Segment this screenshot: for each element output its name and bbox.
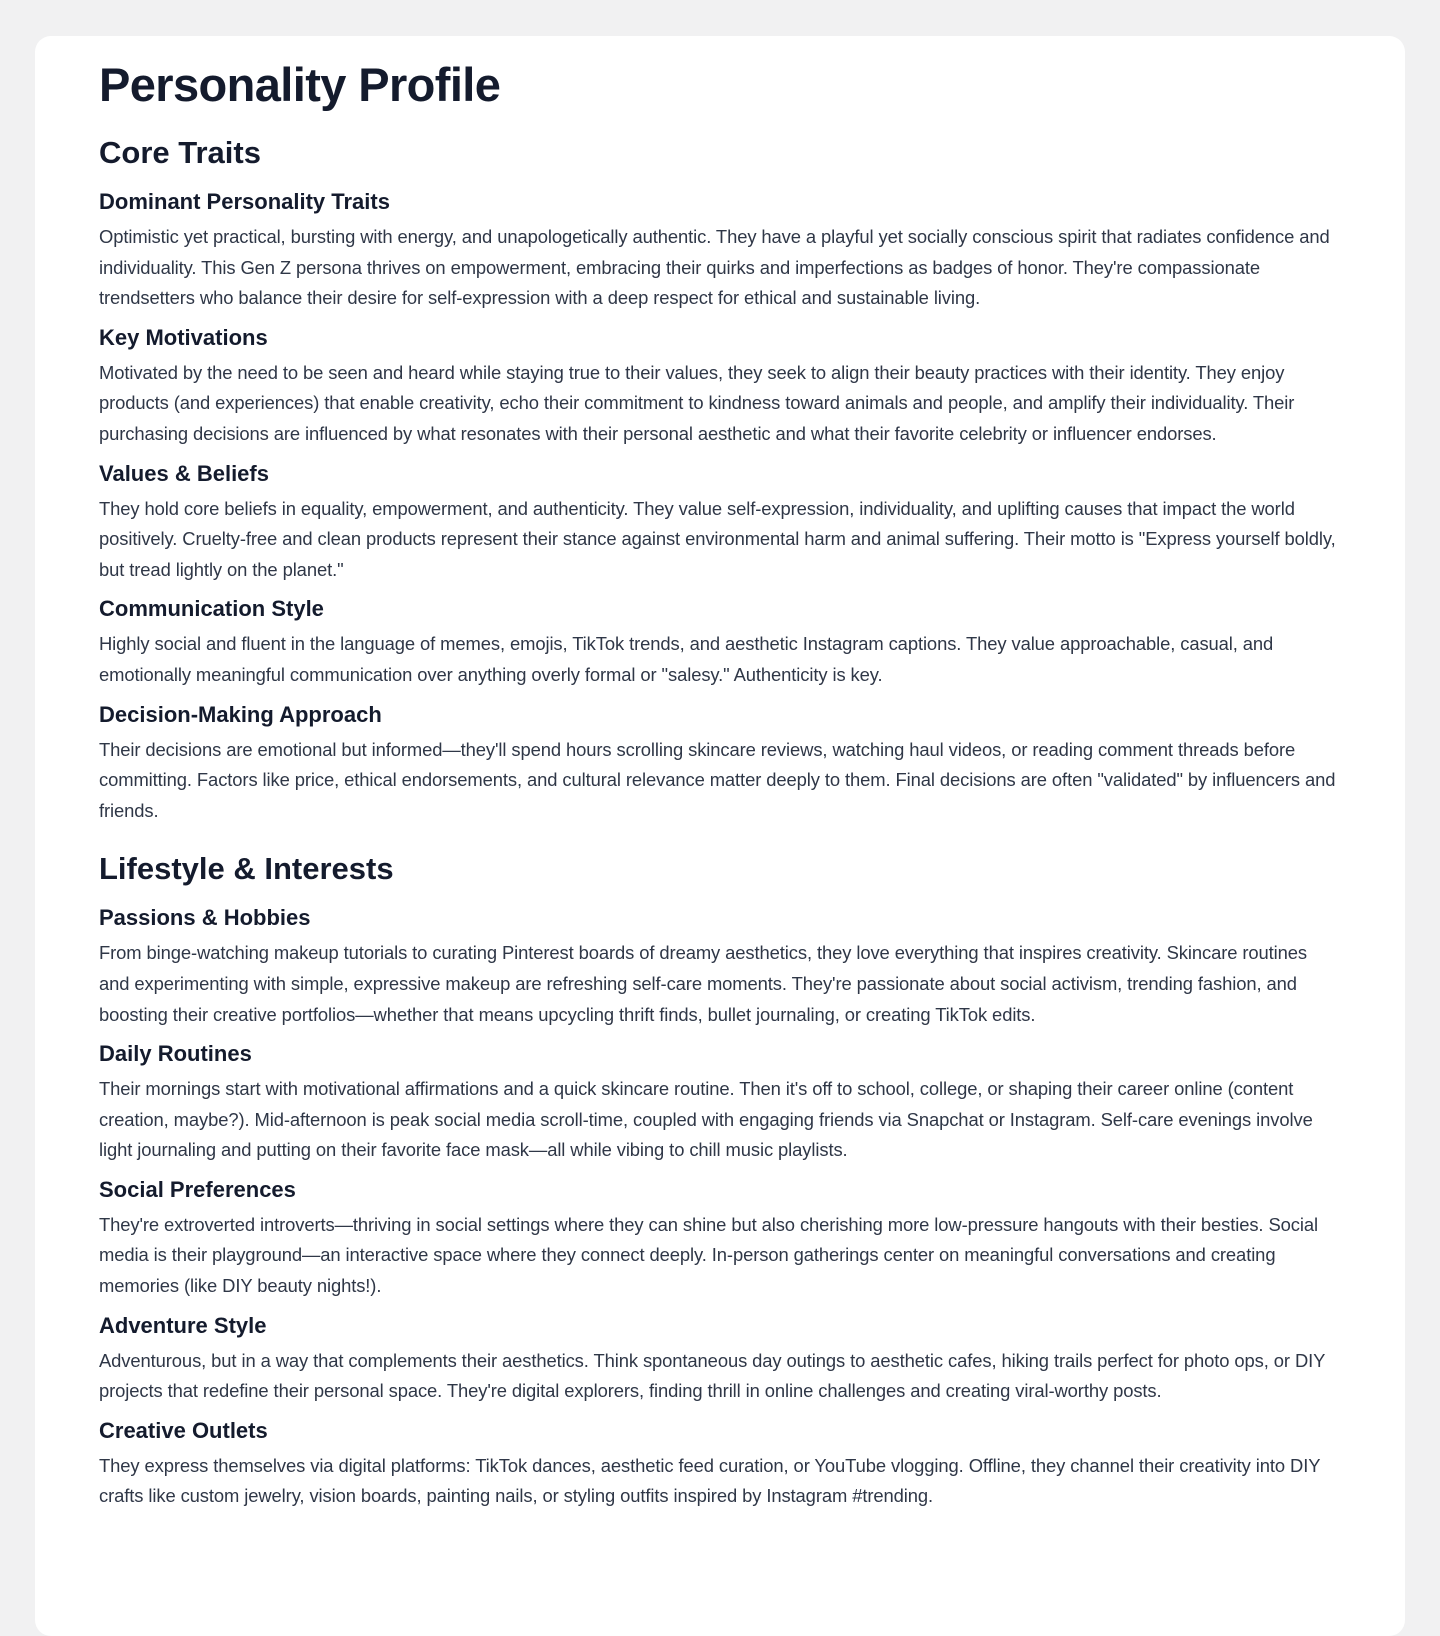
subsection-body: Their mornings start with motivational affirmations and a quick skincare routine. Then it's off to school, college, or shaping their career online (content creation, maybe?). Mid-afternoon is peak social media scroll-time, coupled with engaging friends via Snapchat or Instagram. Self-care evenings involve light journaling and putting on their favorite face mask—all while vibing to chill music playlists. bbox=[99, 1078, 1313, 1161]
subsection-key-motivations bbox=[99, 324, 1341, 450]
subsection-heading: Daily Routines bbox=[99, 1041, 252, 1067]
page-title: Personality Profile bbox=[99, 58, 501, 111]
subsection-body: From binge-watching makeup tutorials to curating Pinterest boards of dreamy aesthetics, they love everything that inspires creativity. Skincare routines and experimenting with simple, expressive makeup are refreshing self-care moments. They're passionate about social activism, trending fashion, and boosting their creative portfolios—whether that means upcycling thrift finds, bullet journaling, or creating TikTok edits. bbox=[99, 942, 1308, 1025]
section-heading: Core Traits bbox=[99, 135, 261, 170]
subsection-heading: Values & Beliefs bbox=[99, 460, 269, 486]
subsection-heading: Decision-Making Approach bbox=[99, 701, 382, 727]
subsection-heading: Communication Style bbox=[99, 596, 324, 622]
subsection-body: Adventurous, but in a way that complements their aesthetics. Think spontaneous day outings to aesthetic cafes, hiking trails perfect for photo ops, or DIY projects that redefine their personal space. They're digital explorers, finding thrill in online challenges and creating viral-worthy posts. bbox=[99, 1349, 1325, 1402]
subsection-social-preferences bbox=[99, 1176, 1341, 1302]
subsection-heading: Adventure Style bbox=[99, 1312, 267, 1338]
subsection-decision-making bbox=[99, 701, 1341, 827]
subsection-body: Their decisions are emotional but informed—they'll spend hours scrolling skincare reviews, watching haul videos, or reading comment threads before committing. Factors like price, ethical endorsements, and cultural relevance matter deeply to them. Final decisions are often "validated" by influencers and friends. bbox=[99, 738, 1336, 821]
subsection-adventure-style bbox=[99, 1312, 1341, 1407]
subsection-heading: Dominant Personality Traits bbox=[99, 189, 390, 214]
subsection-dominant-traits bbox=[99, 188, 1341, 314]
subsection-body: Motivated by the need to be seen and heard while staying true to their values, they seek to align their beauty practices with their identity. They enjoy products (and experiences) that enable creativity, echo their commitment to kindness toward animals and people, and amplify their individuality. Their purchasing decisions are influenced by what resonates with their personal aesthetic and what their favorite celebrity or influencer endorses. bbox=[99, 361, 1295, 444]
subsection-body: They're extroverted introverts—thriving in social settings where they can shine but also cherishing more low-pressure hangouts with their besties. Social media is their playground—an interactive space where they connect deeply. In-person gatherings center on meaningful conversations and creating memories (like DIY beauty nights!). bbox=[99, 1213, 1318, 1297]
subsection-communication-style bbox=[99, 595, 1341, 690]
subsection-body: Optimistic yet practical, bursting with energy, and unapologetically authentic. They have a playful yet socially conscious spirit that radiates confidence and individuality. This Gen Z persona thrives on empowerment, embracing their quirks and imperfections as badges of honor. They're compassionate trendsetters who balance their desire for self-expression with a deep respect for ethical and sustainable living. bbox=[99, 226, 1330, 309]
section-lifestyle-interests bbox=[99, 850, 1341, 1512]
profile-card bbox=[35, 36, 1405, 1636]
section-core-traits bbox=[99, 134, 1341, 826]
subsection-body: Highly social and fluent in the language of memes, emojis, TikTok trends, and aesthetic Instagram captions. They value approachable, casual, and emotionally meaningful communication over anything overly formal or "salesy." Authenticity is key. bbox=[99, 633, 1274, 685]
subsection-body: They express themselves via digital platforms: TikTok dances, aesthetic feed curation, or YouTube vlogging. Offline, they channel their creativity into DIY crafts like custom jewelry, vision boards, painting nails, or styling outfits inspired by Instagram #trending. bbox=[99, 1454, 1321, 1507]
subsection-body: They hold core beliefs in equality, empowerment, and authenticity. They value self-expression, individuality, and uplifting causes that impact the world positively. Cruelty-free and clean products represent their stance against environmental harm and animal suffering. Their motto is "Express yourself boldly, but tread lightly on the planet." bbox=[99, 497, 1336, 580]
subsection-heading: Social Preferences bbox=[99, 1176, 296, 1202]
subsection-creative-outlets bbox=[99, 1417, 1341, 1512]
subsection-passions-hobbies bbox=[99, 904, 1341, 1030]
subsection-daily-routines bbox=[99, 1040, 1341, 1166]
subsection-heading: Key Motivations bbox=[99, 324, 268, 350]
subsection-values-beliefs bbox=[99, 460, 1341, 586]
subsection-heading: Creative Outlets bbox=[99, 1417, 268, 1443]
section-heading: Lifestyle & Interests bbox=[99, 851, 394, 887]
subsection-heading: Passions & Hobbies bbox=[99, 905, 311, 931]
